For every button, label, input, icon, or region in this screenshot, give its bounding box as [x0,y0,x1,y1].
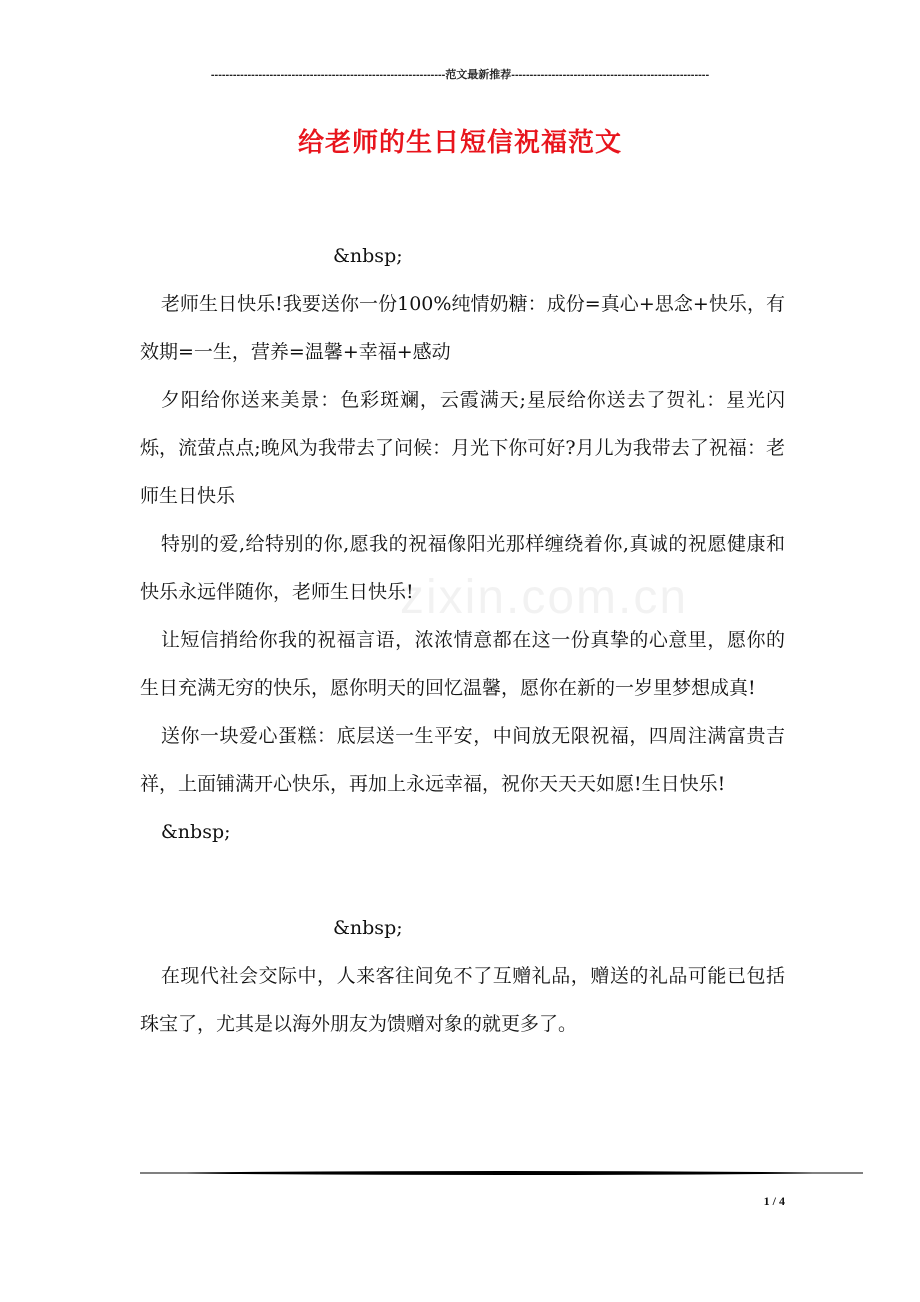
footer-divider [140,1168,863,1178]
paragraph: 特别的爱,给特别的你,愿我的祝福像阳光那样缠绕着你,真诚的祝愿健康和快乐永远伴随你，老师生日快乐! [140,533,785,603]
blank-spacer [140,856,785,904]
nbsp-line: &nbsp; [333,917,403,939]
watermark: zixin.com.cn [400,571,689,624]
header-banner: ----------------------------------------------------------------范文最新推荐------------------------------------------------------ [210,69,710,81]
document-body [140,232,785,1048]
paragraph: 夕阳给你送来美景：色彩斑斓，云霞满天;星辰给你送去了贺礼：星光闪烁，流萤点点;晚风为我带去了问候：月光下你可好?月儿为我带去了祝福：老师生日快乐 [140,389,785,507]
nbsp-line: &nbsp; [160,821,231,843]
paragraph: 让短信捎给你我的祝福言语，浓浓情意都在这一份真挚的心意里，愿你的生日充满无穷的快乐，愿你明天的回忆温馨，愿你在新的一岁里梦想成真! [140,629,785,699]
paragraph: 老师生日快乐!我要送你一份100%纯情奶糖：成份=真心+思念+快乐，有效期=一生，营养=温馨+幸福+感动 [140,293,785,363]
document-title: 给老师的生日短信祝福范文 [297,128,622,158]
page-number: 1 / 4 [763,1194,785,1208]
paragraph: 送你一块爱心蛋糕：底层送一生平安，中间放无限祝福，四周注满富贵吉祥，上面铺满开心快乐，再加上永远幸福，祝你天天天如愿!生日快乐! [140,725,785,795]
nbsp-line: &nbsp; [333,245,403,267]
paragraph: 在现代社会交际中，人来客往间免不了互赠礼品，赠送的礼品可能已包括珠宝了，尤其是以海外朋友为馈赠对象的就更多了。 [140,965,785,1035]
